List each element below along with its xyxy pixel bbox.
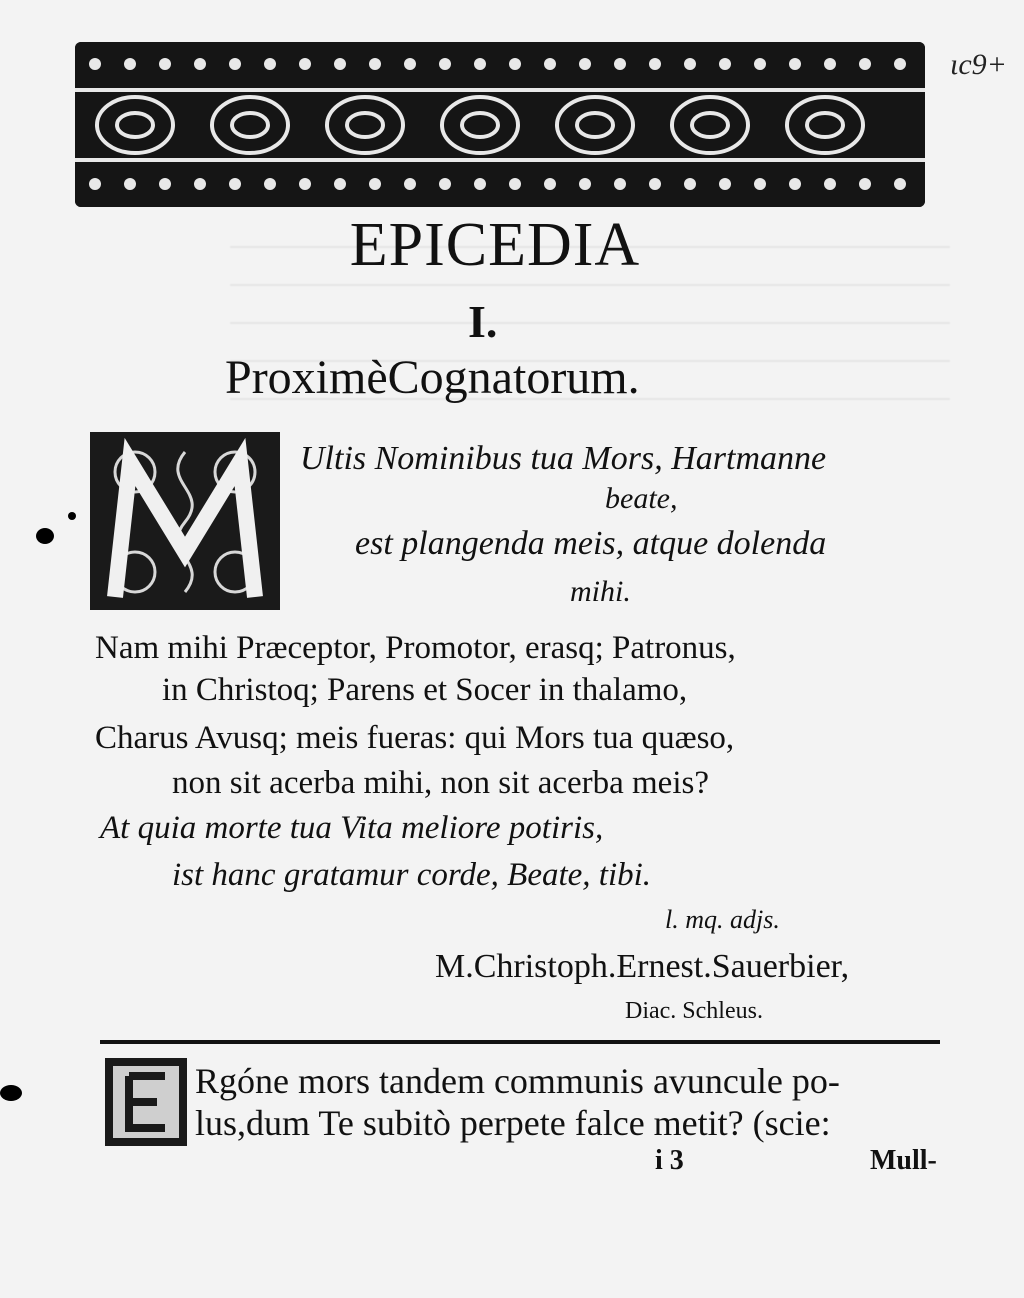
poem2-line-1: Rgóne mors tandem communis avuncule po- [195,1061,840,1101]
poem1-line-2: beate, [605,482,678,515]
decorated-initial-e [105,1058,187,1146]
section-numeral: I. [468,296,498,347]
author-title: Diac. Schleus. [625,998,763,1024]
author-name: M.Christoph.Ernest.Sauerbier, [435,948,850,985]
signature-mark: i 3 [655,1145,684,1176]
poem1-line-5: Nam mihi Præceptor, Promotor, erasq; Patronus, [95,630,736,666]
poem1-line-7: Charus Avusq; meis fueras: qui Mors tua quæso, [95,720,735,756]
ink-dot [68,512,76,520]
poem1-line-4: mihi. [570,575,631,608]
poem1-line-6: in Christoq; Parens et Socer in thalamo, [162,672,688,708]
poem1-line-1: Ultis Nominibus tua Mors, Hartmanne [300,440,827,477]
ornamental-headpiece [75,42,925,207]
poem1-line-9: At quia morte tua Vita meliore potiris, [100,810,604,846]
page-title: EPICEDIA [349,211,641,279]
ink-blot [0,1085,22,1101]
poem1-line-3: est plangenda meis, atque dolenda [355,525,827,562]
poem1-line-8: non sit acerba mihi, non sit acerba meis? [172,765,709,801]
section-subtitle: ProximèCognatorum. [225,351,640,404]
decorated-initial-m [90,432,280,610]
divider-rule [100,1040,940,1044]
catchword: Mull- [870,1145,937,1176]
shelfmark: ιc9+ [950,48,1007,81]
ink-blot [36,528,54,544]
signature-note: l. mq. adjs. [665,905,780,934]
poem2-line-2: lus,dum Te subitò perpete falce metit? (scie: [195,1103,831,1143]
poem1-line-10: ist hanc gratamur corde, Beate, tibi. [172,857,652,893]
